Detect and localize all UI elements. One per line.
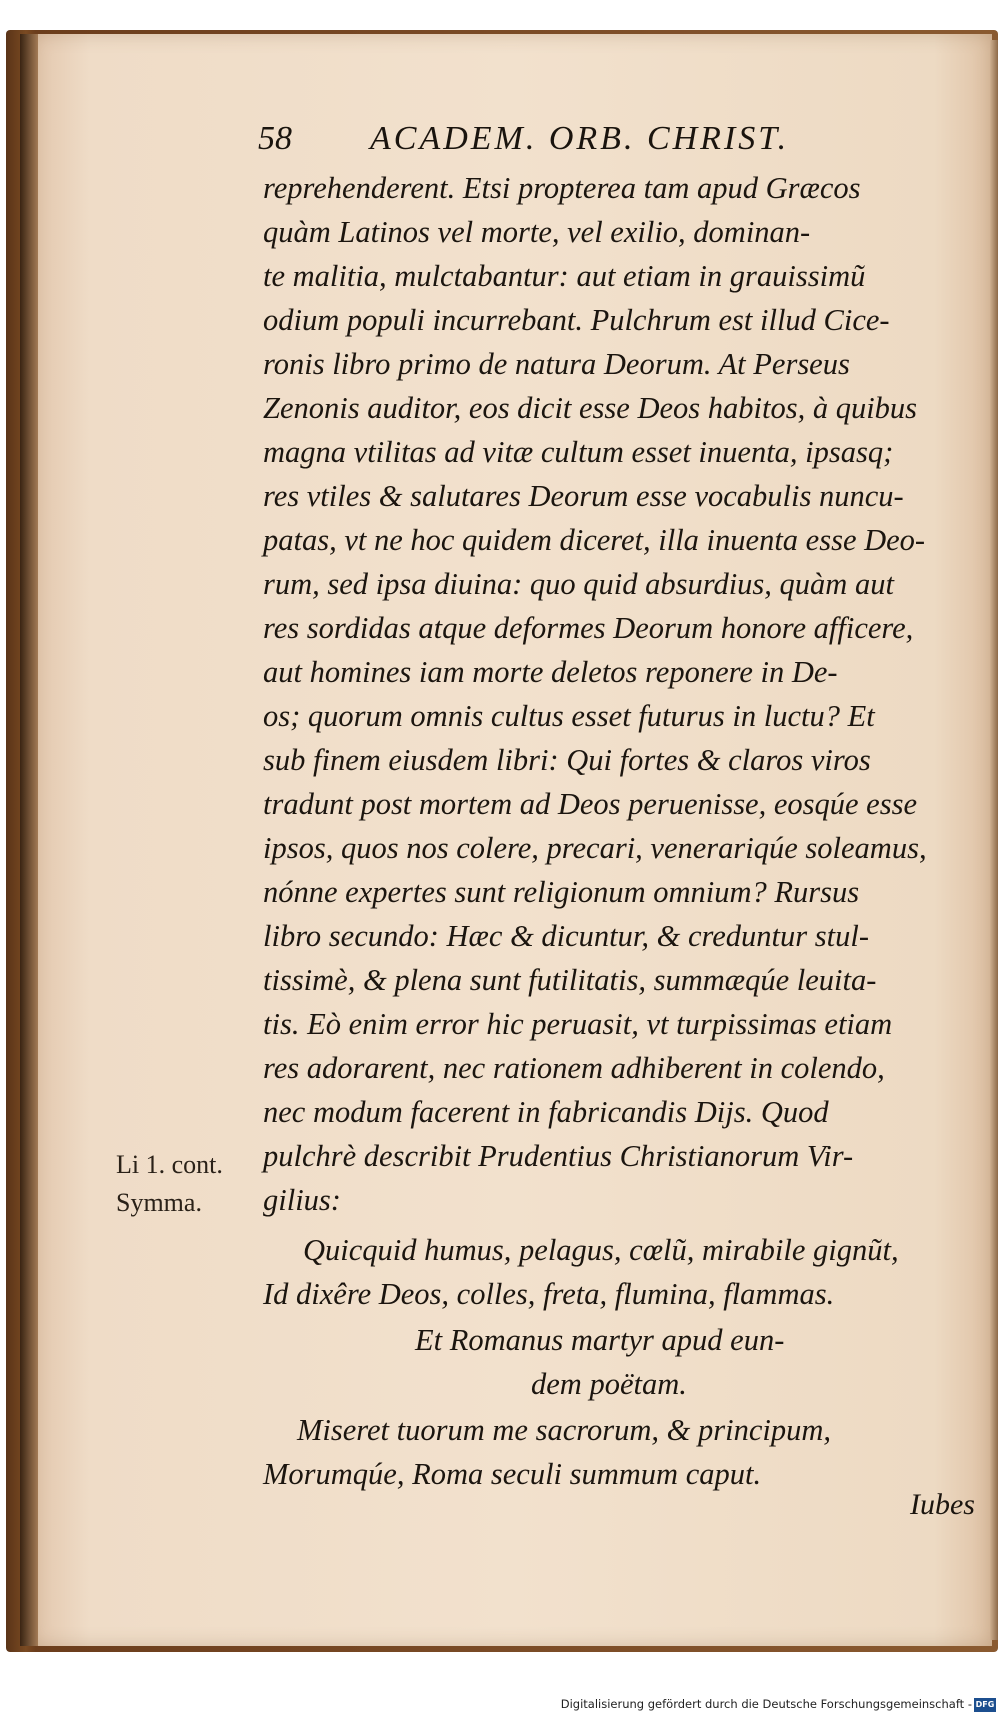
text-line: res sordidas atque deformes Deorum honore afficere, <box>263 611 914 645</box>
text-line: quàm Latinos vel morte, vel exilio, dominan- <box>263 215 811 249</box>
text-line: ronis libro primo de natura Deorum. At Perseus <box>263 347 850 381</box>
text-line: magna vtilitas ad vitæ cultum esset inuenta, ipsasq; <box>263 435 894 469</box>
text-line: nónne expertes sunt religionum omnium? Rursus <box>263 875 860 909</box>
text-line: tradunt post mortem ad Deos peruenisse, eosqúe esse <box>263 787 917 821</box>
verse-line: Quicquid humus, pelagus, cœlũ, mirabile gignũt, <box>303 1233 899 1267</box>
text-line: gilius: <box>263 1183 341 1217</box>
verse-line: Morumqúe, Roma seculi summum caput. <box>263 1457 762 1491</box>
marginal-note: Symma. <box>116 1188 202 1217</box>
running-head <box>258 120 878 170</box>
gutter-shadow <box>20 34 38 1646</box>
text-line: nec modum facerent in fabricandis Dijs. Quod <box>263 1095 829 1129</box>
text-line: os; quorum omnis cultus esset futurus in luctu? Et <box>263 699 875 733</box>
catchword: Iubes <box>910 1488 975 1521</box>
text-line: odium populi incurrebant. Pulchrum est illud Cice- <box>263 303 890 337</box>
intro-line: Et Romanus martyr apud eun- <box>415 1323 785 1357</box>
text-line: rum, sed ipsa diuina: quo quid absurdius, quàm aut <box>263 567 894 601</box>
text-line: tis. Eò enim error hic peruasit, vt turpissimas etiam <box>263 1007 893 1041</box>
text-line: libro secundo: Hæc & dicuntur, & creduntur stul- <box>263 919 869 953</box>
text-line: Zenonis auditor, eos dicit esse Deos habitos, à quibus <box>263 391 918 425</box>
marginal-note: Li 1. cont. <box>116 1150 223 1179</box>
text-line: pulchrè describit Prudentius Christianorum Vir- <box>263 1139 854 1173</box>
text-line: aut homines iam morte deletos reponere in De- <box>263 655 838 689</box>
page-edge <box>990 40 998 1640</box>
funding-notice: Digitalisierung gefördert durch die Deutsche Forschungsgemeinschaft - <box>560 1697 972 1711</box>
text-line: patas, vt ne hoc quidem diceret, illa inuenta esse Deo- <box>263 523 926 557</box>
text-line: reprehenderent. Etsi propterea tam apud Græcos <box>263 171 861 205</box>
dfg-logo: DFG <box>974 1698 996 1712</box>
text-line: ipsos, quos nos colere, precari, venerariqúe soleamus, <box>263 831 927 865</box>
verse-line: Miseret tuorum me sacrorum, & principum, <box>297 1413 831 1447</box>
text-line: tissimè, & plena sunt futilitatis, summæqúe leuita- <box>263 963 877 997</box>
intro-line: dem poëtam. <box>531 1367 687 1401</box>
text-line: res vtiles & salutares Deorum esse vocabulis nuncu- <box>263 479 904 513</box>
text-line: res adorarent, nec rationem adhiberent in colendo, <box>263 1051 885 1085</box>
running-title: ACADEM. ORB. CHRIST. <box>370 120 790 157</box>
text-line: sub finem eiusdem libri: Qui fortes & claros viros <box>263 743 871 777</box>
verse-line: Id dixêre Deos, colles, freta, flumina, flammas. <box>263 1277 835 1311</box>
text-line: te malitia, mulctabantur: aut etiam in grauissimũ <box>263 259 866 293</box>
page-number: 58 <box>258 120 292 157</box>
